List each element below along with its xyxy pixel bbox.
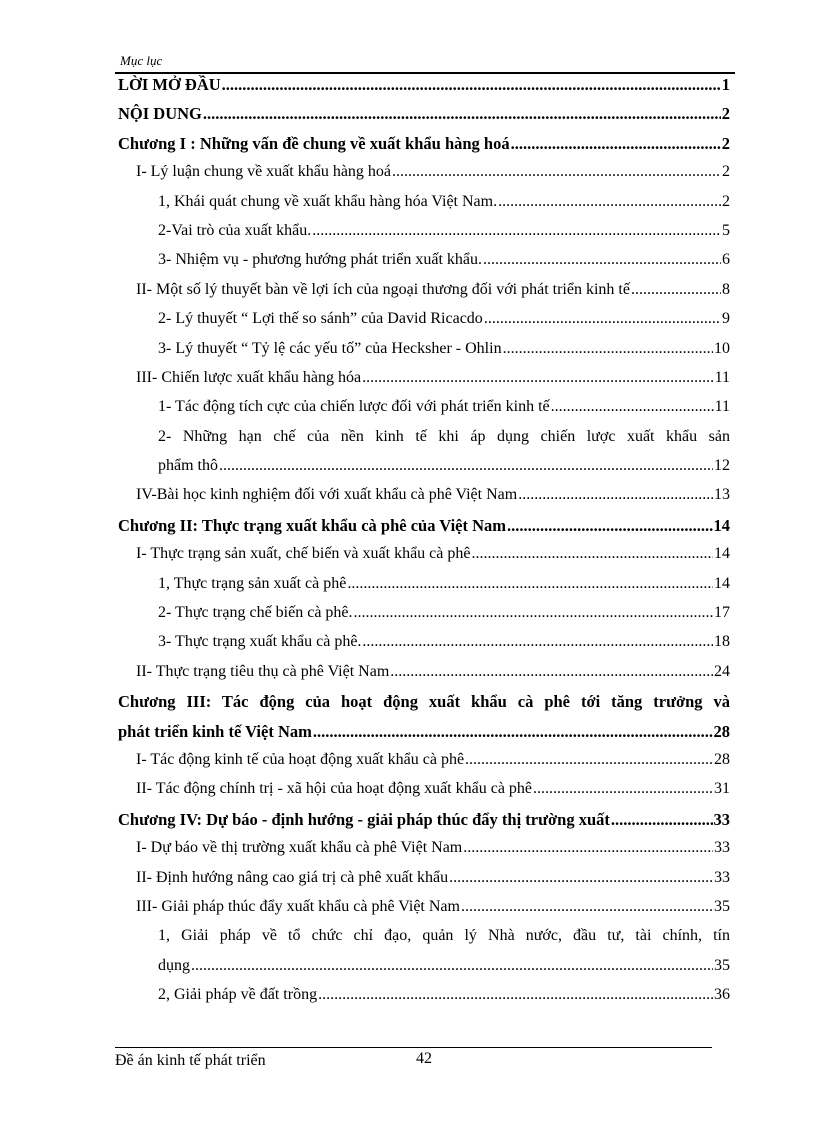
toc-entry-title: Chương I : Những vấn đề chung về xuất khẩu hàng hoá — [118, 133, 510, 153]
toc-dot-leader — [511, 134, 721, 154]
toc-entry-title: NỘI DUNG — [118, 104, 202, 124]
toc-entry-page: 2 — [722, 163, 730, 181]
toc-entry-title: II- Thực trạng tiêu thụ cà phê Việt Nam — [136, 662, 390, 680]
toc-entry[interactable] — [118, 927, 730, 956]
toc-entry-page: 11 — [714, 368, 730, 386]
toc-dot-leader — [507, 516, 712, 536]
toc-entry[interactable] — [118, 163, 730, 192]
toc-entry-page: 28 — [714, 750, 730, 768]
toc-entry[interactable] — [118, 957, 730, 986]
footer-page-number: 42 — [416, 1050, 432, 1067]
toc-dot-leader — [219, 457, 713, 475]
toc-entry[interactable] — [118, 104, 730, 133]
header-rule — [115, 72, 735, 74]
toc-entry[interactable] — [118, 516, 730, 545]
toc-entry-page: 18 — [714, 633, 730, 651]
toc-dot-leader — [347, 575, 713, 593]
toc-entry-page: 5 — [722, 221, 730, 239]
toc-entry-page: 33 — [714, 868, 730, 886]
toc-entry[interactable] — [118, 75, 730, 104]
header-label: Mục lục — [120, 53, 163, 68]
toc-entry-page: 11 — [714, 398, 730, 416]
toc-entry-title: II- Định hướng nâng cao giá trị cà phê xuất khẩu — [136, 868, 449, 886]
toc-dot-leader — [471, 545, 713, 563]
toc-entry[interactable] — [118, 869, 730, 898]
toc-entry[interactable] — [118, 310, 730, 339]
toc-entry-page: 2 — [721, 133, 730, 153]
toc-entry[interactable] — [118, 898, 730, 927]
toc-entry-page: 6 — [722, 251, 730, 269]
toc-entry-title: 3- Nhiệm vụ - phương hướng phát triển xuất khẩu. — [158, 251, 482, 269]
toc-entry-title: phẩm thô — [158, 457, 218, 475]
toc-entry[interactable] — [118, 751, 730, 780]
toc-entry[interactable] — [118, 663, 730, 692]
toc-entry-page: 12 — [714, 457, 730, 475]
toc-entry[interactable] — [118, 340, 730, 369]
toc-entry-page: 24 — [714, 662, 730, 680]
footer-title: Đề án kinh tế phát triển — [115, 1052, 266, 1069]
toc-entry[interactable] — [118, 134, 730, 163]
toc-entry[interactable] — [118, 428, 730, 457]
toc-entry-page: 10 — [714, 339, 730, 357]
toc-entry-title: dụng — [158, 956, 190, 974]
toc-dot-leader — [191, 957, 713, 975]
toc-entry-page: 2 — [722, 192, 730, 210]
toc-dot-leader — [518, 486, 713, 504]
toc-dot-leader — [484, 310, 721, 328]
toc-entry-title: IV-Bài học kinh nghiệm đối với xuất khẩu cà phê Việt Nam — [136, 486, 518, 504]
toc-entry-title: 2- Lý thuyết “ Lợi thế so sánh” của David Ricacdo — [158, 310, 483, 328]
toc-dot-leader — [533, 780, 713, 798]
toc-dot-leader — [362, 633, 713, 651]
toc-entry[interactable] — [118, 780, 730, 809]
toc-entry-title: 1, Thực trạng sản xuất cà phê — [158, 574, 347, 592]
toc-entry-title: I- Lý luận chung về xuất khẩu hàng hoá — [136, 163, 392, 181]
toc-entry-page: 8 — [722, 280, 730, 298]
toc-entry-title: 2- Những hạn chế của nền kinh tế khi áp dụng chiến lược xuất khẩu sản — [158, 427, 730, 445]
toc-entry[interactable] — [118, 457, 730, 486]
toc-entry[interactable] — [118, 486, 730, 515]
toc-entry-page: 31 — [714, 780, 730, 798]
toc-entry-page: 17 — [714, 604, 730, 622]
toc-entry-page: 35 — [714, 956, 730, 974]
toc-entry-title: II- Một số lý thuyết bàn về lợi ích của ngoại thương đối với phát triển kinh tế — [136, 280, 630, 298]
toc-dot-leader — [354, 604, 713, 622]
toc-entry-page: 33 — [714, 839, 730, 857]
toc-entry-page: 2 — [721, 104, 730, 124]
toc-dot-leader — [312, 222, 721, 240]
toc-dot-leader — [498, 193, 721, 211]
toc-entry-title: LỜI MỞ ĐẦU — [118, 75, 221, 94]
toc-dot-leader — [463, 839, 713, 857]
footer-rule — [115, 1047, 712, 1048]
toc-entry-title: 3- Lý thuyết “ Tỷ lệ các yếu tố” của Hecksher - Ohlin — [158, 339, 502, 357]
toc-entry[interactable] — [118, 369, 730, 398]
toc-entry-title: 1, Giải pháp về tổ chức chỉ đạo, quản lý Nhà nước, đầu tư, tài chính, tín — [158, 927, 730, 945]
toc-dot-leader — [390, 663, 713, 681]
toc-entry-page: 36 — [714, 986, 730, 1004]
toc-dot-leader — [318, 986, 713, 1004]
toc-entry-title: 2-Vai trò của xuất khẩu. — [158, 221, 312, 239]
toc-entry[interactable] — [118, 222, 730, 251]
toc-entry[interactable] — [118, 281, 730, 310]
toc-dot-leader — [611, 810, 713, 830]
toc-entry-title: II- Tác động chính trị - xã hội của hoạt động xuất khẩu cà phê — [136, 780, 533, 798]
toc-dot-leader — [483, 251, 721, 269]
toc-entry-page: 14 — [714, 574, 730, 592]
toc-entry[interactable] — [118, 398, 730, 427]
toc-dot-leader — [392, 163, 721, 181]
toc-entry-title: I- Tác động kinh tế của hoạt động xuất khẩu cà phê — [136, 750, 465, 768]
toc-entry-title: I- Dự báo về thị trường xuất khẩu cà phê Việt Nam — [136, 839, 463, 857]
toc-entry-page: 1 — [721, 75, 730, 94]
toc-entry-page: 9 — [722, 310, 730, 328]
toc-entry-title: Chương IV: Dự báo - định hướng - giải pháp thúc đẩy thị trường xuất — [118, 809, 610, 829]
toc-dot-leader — [503, 340, 713, 358]
toc-entry-title: 2- Thực trạng chế biến cà phê. — [158, 604, 353, 622]
toc-dot-leader — [313, 722, 713, 742]
toc-entry[interactable] — [118, 604, 730, 633]
toc-entry[interactable] — [118, 633, 730, 662]
toc-dot-leader — [465, 751, 713, 769]
toc-dot-leader — [203, 104, 721, 124]
toc-entry-title: III- Chiến lược xuất khẩu hàng hóa — [136, 368, 362, 386]
toc-entry-title: phát triển kinh tế Việt Nam — [118, 721, 312, 741]
toc-entry-title: Chương III: Tác động của hoạt động xuất khẩu cà phê tới tăng trưởng và — [118, 692, 730, 712]
toc-entry-page: 13 — [714, 486, 730, 504]
toc-dot-leader — [362, 369, 714, 387]
toc-entry-title: 1- Tác động tích cực của chiến lược đối với phát triển kinh tế — [158, 398, 550, 416]
toc-entry-page: 14 — [714, 545, 730, 563]
toc-entry[interactable] — [118, 986, 730, 1015]
toc-entry[interactable] — [118, 839, 730, 868]
toc-entry-page: 35 — [714, 897, 730, 915]
toc-entry-title: 1, Khái quát chung về xuất khẩu hàng hóa Việt Nam. — [158, 192, 498, 210]
toc-dot-leader — [461, 898, 713, 916]
toc-entry-title: I- Thực trạng sản xuất, chế biến và xuất khẩu cà phê — [136, 545, 471, 563]
toc-entry[interactable] — [118, 692, 730, 721]
toc-entry-title: III- Giải pháp thúc đẩy xuất khẩu cà phê Việt Nam — [136, 897, 460, 915]
toc-entry[interactable] — [118, 575, 730, 604]
toc-entry[interactable] — [118, 810, 730, 839]
toc-entry-title: 2, Giải pháp về đất trồng — [158, 986, 318, 1004]
toc-dot-leader — [222, 75, 721, 95]
toc-entry-page: 33 — [713, 809, 730, 829]
toc-entry-page: 28 — [713, 721, 730, 741]
toc-dot-leader — [449, 869, 713, 887]
toc-dot-leader — [631, 281, 721, 299]
toc-entry[interactable] — [118, 722, 730, 751]
toc-entry[interactable] — [118, 545, 730, 574]
toc-dot-leader — [551, 398, 714, 416]
table-of-contents — [118, 75, 730, 1016]
toc-entry-title: Chương II: Thực trạng xuất khẩu cà phê của Việt Nam — [118, 515, 507, 535]
toc-entry-title: 3- Thực trạng xuất khẩu cà phê. — [158, 633, 362, 651]
toc-entry[interactable] — [118, 193, 730, 222]
toc-entry-page: 14 — [713, 515, 730, 535]
toc-entry[interactable] — [118, 251, 730, 280]
